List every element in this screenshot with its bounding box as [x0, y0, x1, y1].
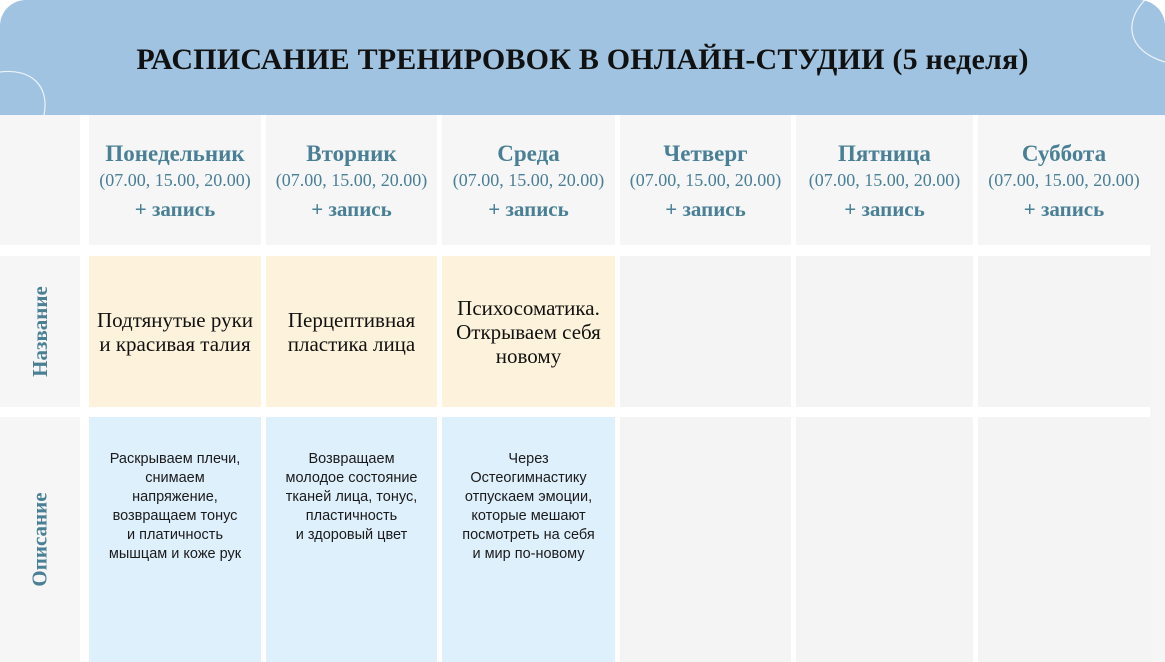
workout-title-saturday — [978, 256, 1150, 407]
workout-description-monday: Раскрываем плечи, снимаем напряжение, возвращаем тонус и платичность мышцам и коже рук — [89, 417, 261, 662]
day-header-saturday — [978, 115, 1150, 245]
row-label-description: Описание — [27, 492, 52, 587]
signup-link-wednesday[interactable]: + запись — [488, 197, 569, 221]
column-separator — [791, 115, 796, 662]
column-separator — [615, 115, 620, 662]
workout-description-saturday — [978, 417, 1150, 662]
signup-link-tuesday[interactable]: + запись — [311, 197, 392, 221]
workout-description-wednesday: Через Остеогимнастику отпускаем эмоции, которые мешают посмотреть на себя и мир по-новому — [442, 417, 615, 662]
schedule-table — [0, 115, 1165, 662]
day-name: Понедельник — [105, 141, 245, 166]
workout-description-tuesday: Возвращаем молодое состояние тканей лица, тонус, пластичность и здоровый цвет — [266, 417, 437, 662]
day-name: Четверг — [663, 141, 748, 166]
day-name: Вторник — [306, 141, 397, 166]
day-header-friday — [796, 115, 973, 245]
day-header-tuesday — [266, 115, 437, 245]
day-name: Суббота — [1021, 141, 1107, 166]
day-times: (07.00, 15.00, 20.00) — [629, 170, 782, 190]
header-banner — [0, 0, 1165, 115]
signup-link-friday[interactable]: + запись — [844, 197, 925, 221]
workout-title-friday — [796, 256, 973, 407]
workout-title-tuesday: Перцептивная пластика лица — [266, 256, 437, 407]
column-separator — [973, 115, 978, 662]
day-name: Среда — [497, 141, 560, 166]
day-times: (07.00, 15.00, 20.00) — [988, 170, 1140, 190]
day-times: (07.00, 15.00, 20.00) — [275, 170, 428, 190]
day-times: (07.00, 15.00, 20.00) — [452, 170, 605, 190]
column-separator — [437, 115, 442, 662]
row-separator — [0, 407, 1165, 417]
day-header-thursday — [620, 115, 791, 245]
workout-title-monday: Подтянутые руки и красивая талия — [89, 256, 261, 407]
page-title: РАСПИСАНИЕ ТРЕНИРОВОК В ОНЛАЙН-СТУДИИ (5 неделя) — [136, 42, 1029, 76]
row-separator — [0, 245, 1165, 256]
signup-link-saturday[interactable]: + запись — [1023, 197, 1105, 221]
day-header-wednesday — [442, 115, 615, 245]
day-header-monday — [89, 115, 261, 245]
workout-title-thursday — [620, 256, 791, 407]
column-separator — [261, 115, 266, 662]
column-separator — [1150, 115, 1165, 662]
column-separator — [80, 115, 89, 662]
day-name: Пятница — [838, 141, 931, 166]
workout-description-friday — [796, 417, 973, 662]
day-times: (07.00, 15.00, 20.00) — [99, 170, 251, 190]
row-label-name: Название — [27, 286, 52, 377]
signup-link-monday[interactable]: + запись — [134, 197, 216, 221]
day-times: (07.00, 15.00, 20.00) — [808, 170, 961, 190]
workout-title-wednesday: Психосоматика. Открываем себя новому — [442, 256, 615, 407]
workout-description-thursday — [620, 417, 791, 662]
signup-link-thursday[interactable]: + запись — [665, 197, 746, 221]
